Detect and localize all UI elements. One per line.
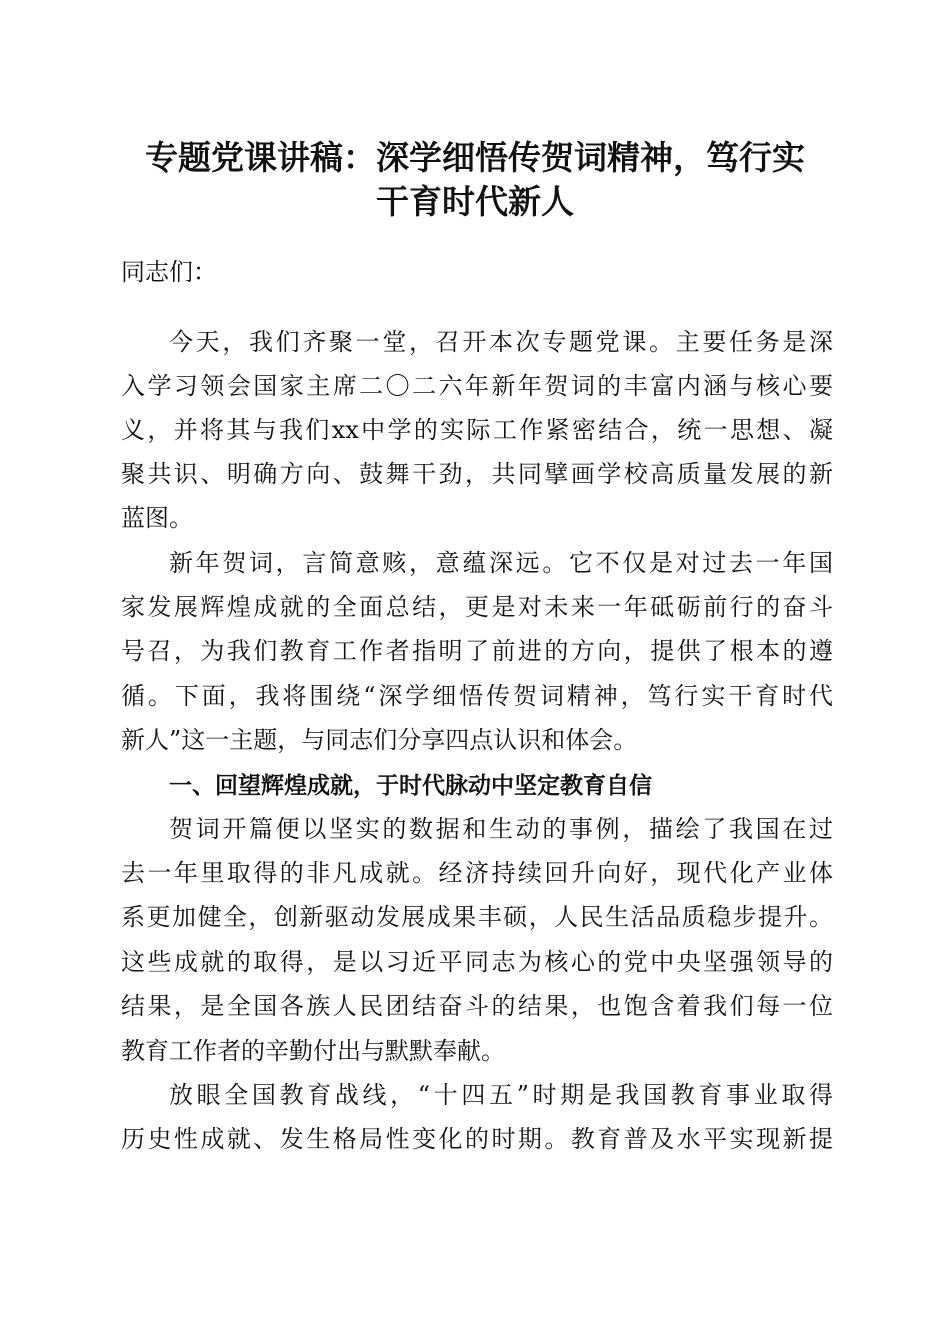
section-heading-1: 一、回望辉煌成就，于时代脉动中坚定教育自信 bbox=[169, 773, 652, 799]
paragraph-2-line-2: 家发展辉煌成就的全面总结，更是对未来一年砥砺前行的奋斗 bbox=[121, 593, 833, 621]
document-title-line-2: 干育时代新人 bbox=[376, 182, 574, 221]
paragraph-4-line-1: 放眼全国教育战线，“十四五”时期是我国教育事业取得 bbox=[169, 1081, 833, 1109]
paragraph-1-line-5: 蓝图。 bbox=[121, 504, 193, 532]
paragraph-3-line-2: 去一年里取得的非凡成就。经济持续回升向好，现代化产业体 bbox=[121, 859, 833, 887]
paragraph-2-line-1: 新年贺词，言简意赅，意蕴深远。它不仅是对过去一年国 bbox=[169, 549, 833, 577]
paragraph-1-line-2: 入学习领会国家主席二〇二六年新年贺词的丰富内涵与核心要 bbox=[121, 372, 833, 400]
paragraph-3-line-4: 这些成就的取得，是以习近平同志为核心的党中央坚强领导的 bbox=[121, 948, 833, 976]
document-title-line-1: 专题党课讲稿：深学细悟传贺词精神，笃行实 bbox=[145, 138, 805, 177]
paragraph-3-line-3: 系更加健全，创新驱动发展成果丰硕，人民生活品质稳步提升。 bbox=[121, 903, 833, 931]
paragraph-4-line-2: 历史性成就、发生格局性变化的时期。教育普及水平实现新提 bbox=[121, 1125, 833, 1153]
paragraph-1-line-1: 今天，我们齐聚一堂，召开本次专题党课。主要任务是深 bbox=[169, 328, 833, 356]
paragraph-1-line-4: 聚共识、明确方向、鼓舞干劲，共同擘画学校高质量发展的新 bbox=[121, 460, 833, 488]
paragraph-2-line-4: 循。下面，我将围绕“深学细悟传贺词精神，笃行实干育时代 bbox=[121, 682, 833, 710]
paragraph-2-line-3: 号召，为我们教育工作者指明了前进的方向，提供了根本的遵 bbox=[121, 637, 833, 665]
paragraph-3-line-5: 结果，是全国各族人民团结奋斗的结果，也饱含着我们每一位 bbox=[121, 992, 833, 1020]
paragraph-2-line-5: 新人”这一主题，与同志们分享四点认识和体会。 bbox=[121, 726, 638, 754]
paragraph-3-line-1: 贺词开篇便以坚实的数据和生动的事例，描绘了我国在过 bbox=[169, 815, 833, 843]
paragraph-1-line-3: 义，并将其与我们xx中学的实际工作紧密结合，统一思想、凝 bbox=[121, 416, 833, 444]
paragraph-3-line-6: 教育工作者的辛勤付出与默默奉献。 bbox=[121, 1037, 505, 1065]
salutation: 同志们： bbox=[121, 258, 217, 286]
